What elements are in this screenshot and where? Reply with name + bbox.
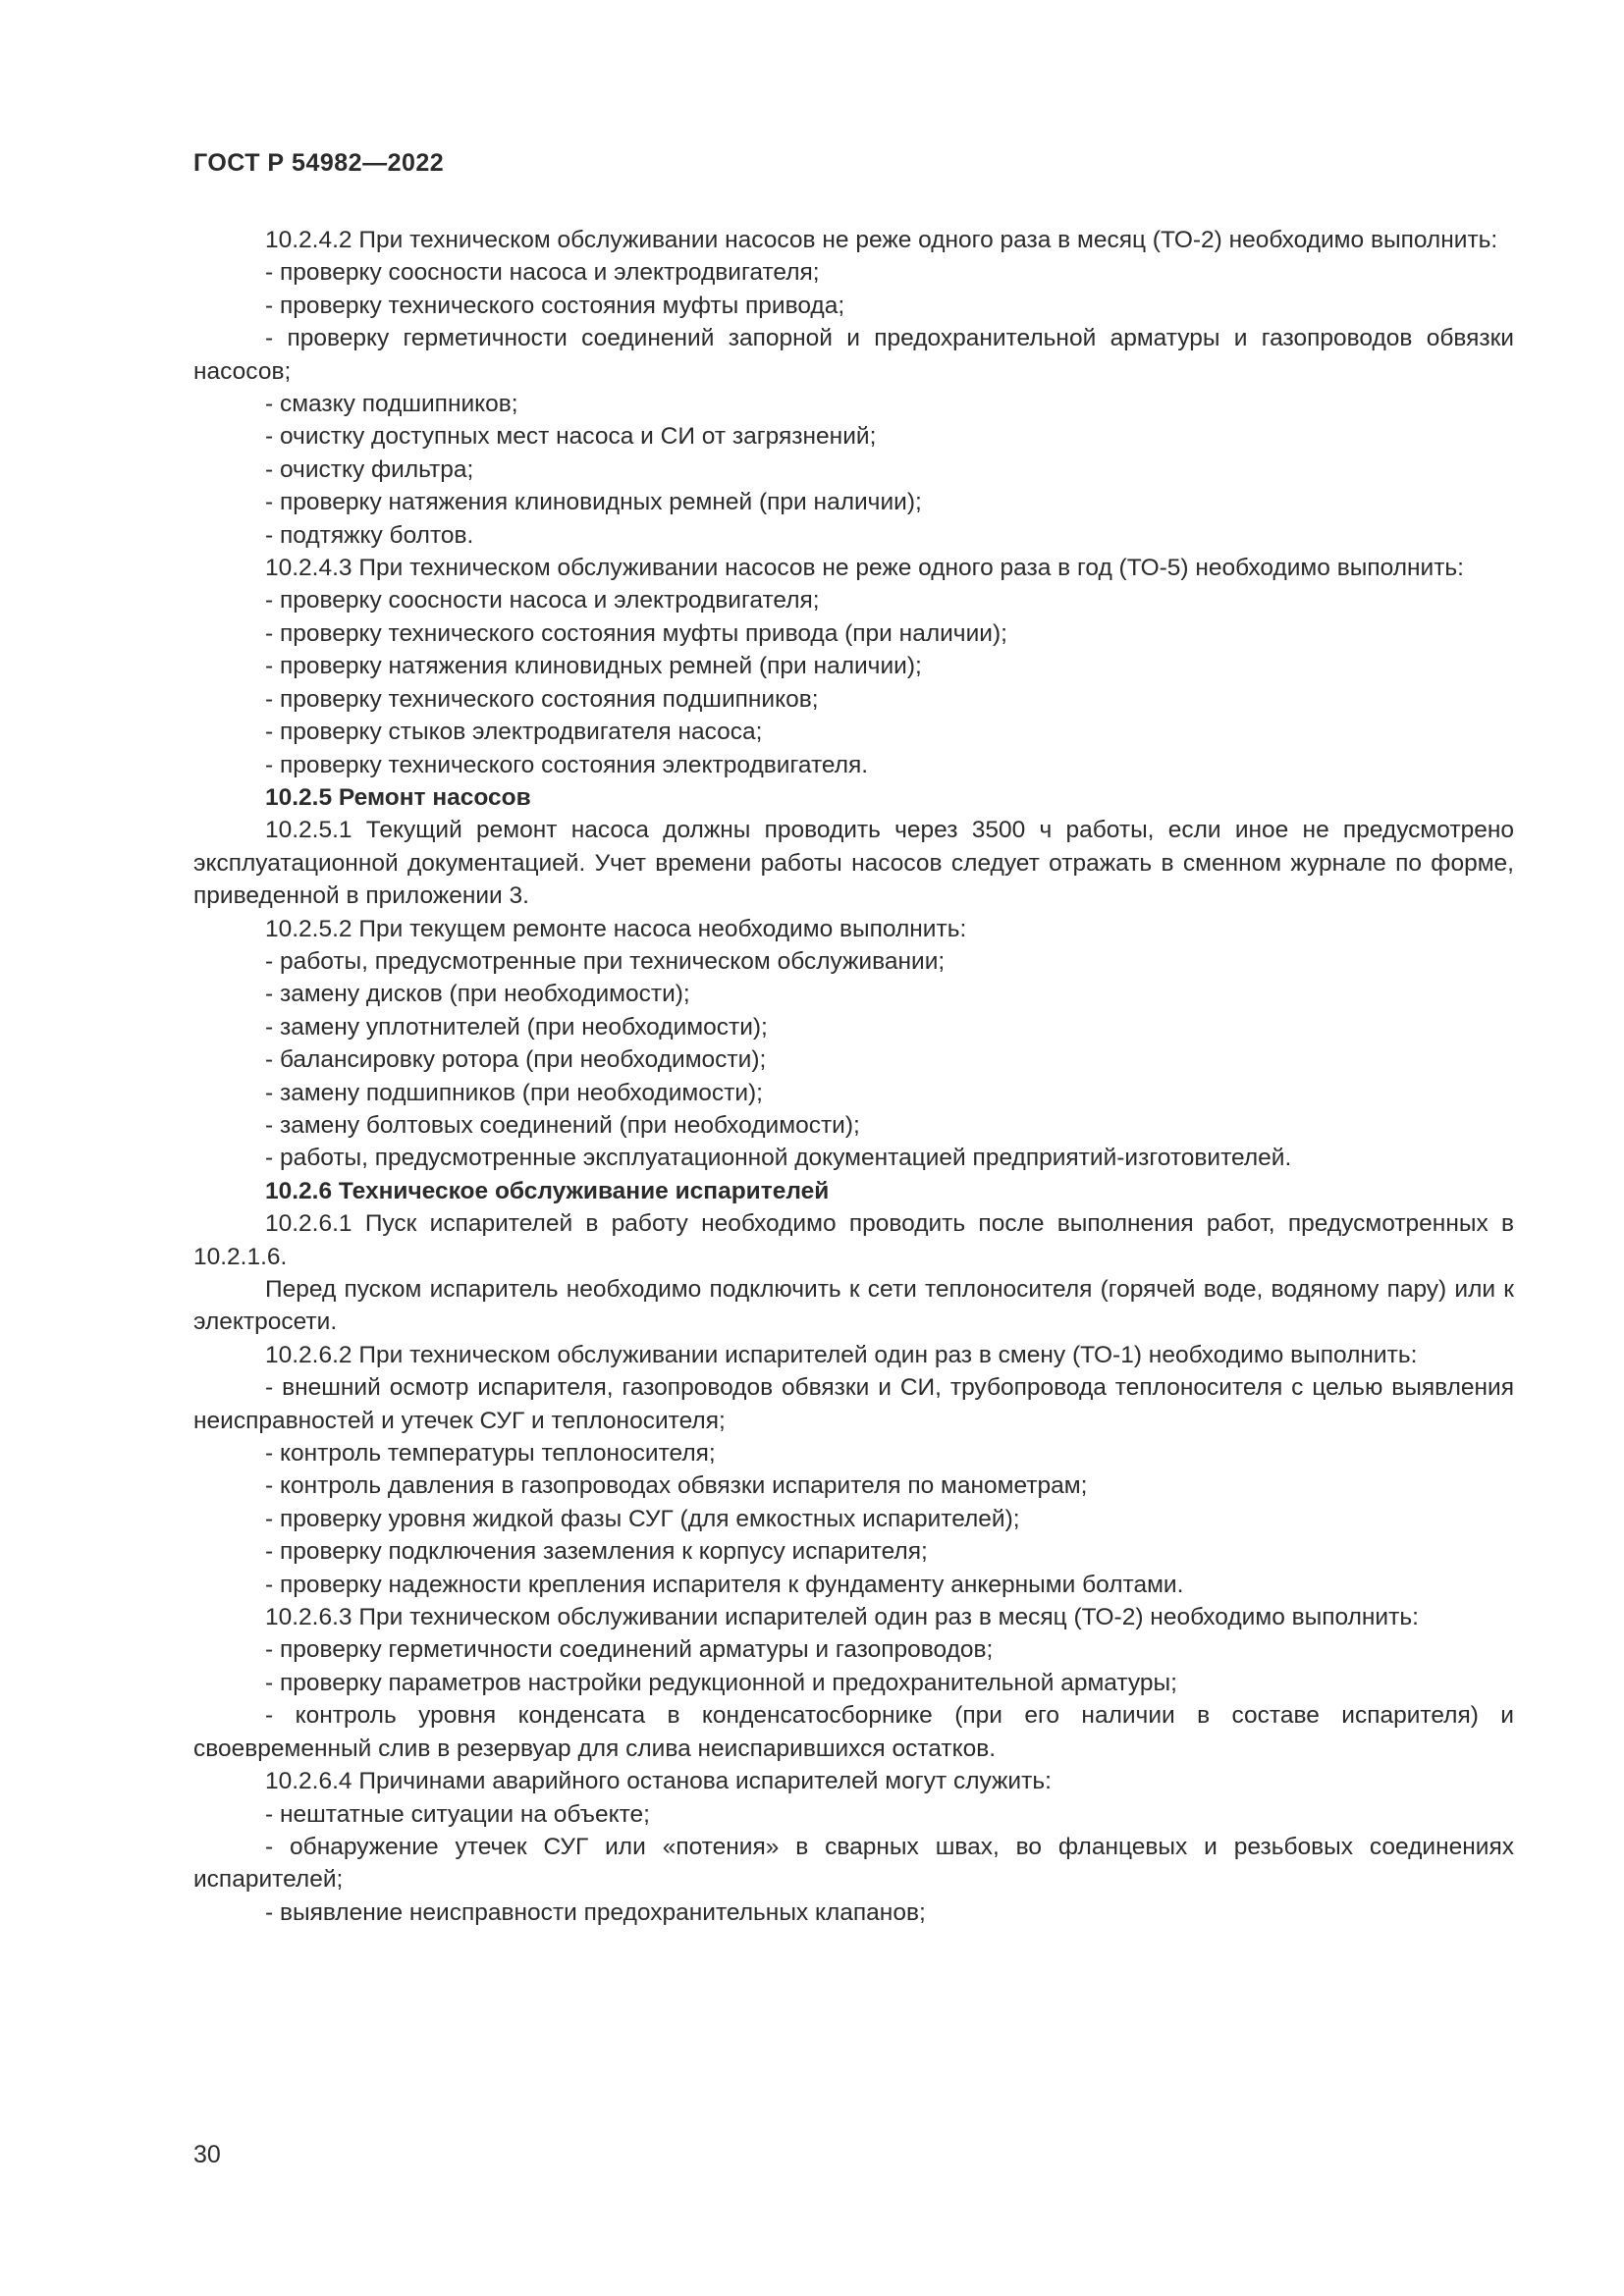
list-item: - очистку фильтра; (265, 455, 474, 483)
page-number: 30 (193, 2141, 221, 2168)
list-item: - внешний осмотр испарителя, газопроводов обвязки и СИ, трубопровода теплоносителя с целью выявления неисправностей и утечек СУГ и теплоносителя; (193, 1374, 1514, 1434)
paragraph: 10.2.5.1 Текущий ремонт насоса должны проводить через 3500 ч работы, если иное не предусмотрено эксплуатационной документацией. Учет времени работы насосов следует отражать в сменном журнале по форме, приведенной в приложении 3. (193, 817, 1514, 910)
paragraph: 10.2.5.2 При текущем ремонте насоса необходимо выполнить: (265, 915, 967, 942)
paragraph: 10.2.6.4 Причинами аварийного останова испарителей могут служить: (265, 1768, 1052, 1795)
list-item: - проверку соосности насоса и электродвигателя; (265, 587, 820, 614)
list-item: - смазку подшипников; (265, 391, 518, 418)
paragraph: 10.2.6.3 При техническом обслуживании испарителей один раз в месяц (ТО-2) необходимо выполнить: (265, 1604, 1419, 1631)
list-item: - контроль температуры теплоносителя; (265, 1440, 716, 1468)
list-item: - проверку технического состояния муфты привода (при наличии); (265, 619, 1007, 647)
list-item: - замену болтовых соединений (при необходимости); (265, 1111, 860, 1139)
list-item: - работы, предусмотренные эксплуатационной документацией предприятий-изготовителей. (265, 1145, 1292, 1172)
list-item: - выявление неисправности предохранительных клапанов; (265, 1898, 926, 1926)
list-item: - очистку доступных мест насоса и СИ от загрязнений; (265, 423, 877, 451)
list-item: - подтяжку болтов. (265, 521, 474, 549)
list-item: - балансировку ротора (при необходимости); (265, 1046, 767, 1074)
list-item: - замену подшипников (при необходимости); (265, 1079, 763, 1106)
paragraph: 10.2.6.1 Пуск испарителей в работу необходимо проводить после выполнения работ, предусмотренных в 10.2.1.6. (193, 1210, 1514, 1270)
list-item: - проверку натяжения клиновидных ремней (при наличии); (265, 653, 922, 680)
paragraph: 10.2.4.3 При техническом обслуживании насосов не реже одного раза в год (ТО-5) необходимо выполнить: (265, 555, 1464, 582)
list-item: - замену уплотнителей (при необходимости); (265, 1013, 768, 1041)
list-item: - работы, предусмотренные при техническом обслуживании; (265, 947, 946, 975)
list-item: - проверку соосности насоса и электродвигателя; (265, 259, 820, 287)
list-item: - проверку герметичности соединений арматуры и газопроводов; (265, 1636, 994, 1664)
section-heading: 10.2.5 Ремонт насосов (265, 783, 531, 811)
list-item: - нештатные ситуации на объекте; (265, 1800, 650, 1828)
list-item: - проверку уровня жидкой фазы СУГ (для емкостных испарителей); (265, 1505, 1020, 1532)
list-item: - проверку стыков электродвигателя насоса; (265, 719, 763, 746)
list-item: - проверку натяжения клиновидных ремней (при наличии); (265, 489, 922, 516)
list-item: - проверку герметичности соединений запорной и предохранительной арматуры и газопроводов обвязки насосов; (193, 325, 1514, 385)
list-item: - проверку подключения заземления к корпусу испарителя; (265, 1538, 928, 1566)
page-body (193, 224, 1514, 1929)
paragraph: Перед пуском испаритель необходимо подключить к сети теплоносителя (горячей воде, водяному пару) или к электросети. (193, 1276, 1514, 1336)
list-item: - проверку параметров настройки редукционной и предохранительной арматуры; (265, 1669, 1177, 1696)
section-heading: 10.2.6 Техническое обслуживание испарителей (265, 1177, 830, 1204)
list-item: - контроль уровня конденсата в конденсатосборнике (при его наличии в составе испарителя) и своевременный слив в резервуар для слива неиспарившихся остатков. (193, 1702, 1514, 1762)
list-item: - замену дисков (при необходимости); (265, 981, 690, 1008)
list-item: - обнаружение утечек СУГ или «потения» в сварных швах, во фланцевых и резьбовых соединениях испарителей; (193, 1833, 1514, 1894)
paragraph: 10.2.4.2 При техническом обслуживании насосов не реже одного раза в месяц (ТО-2) необходимо выполнить: (265, 227, 1498, 253)
list-item: - проверку технического состояния муфты привода; (265, 292, 845, 319)
list-item: - проверку надежности крепления испарителя к фундаменту анкерными болтами. (265, 1571, 1184, 1598)
document-code-header: ГОСТ Р 54982—2022 (193, 149, 445, 177)
list-item: - проверку технического состояния подшипников; (265, 685, 819, 713)
list-item: - контроль давления в газопроводах обвязки испарителя по манометрам; (265, 1472, 1088, 1500)
list-item: - проверку технического состояния электродвигателя. (265, 751, 869, 778)
paragraph: 10.2.6.2 При техническом обслуживании испарителей один раз в смену (ТО-1) необходимо выполнить: (265, 1341, 1418, 1368)
